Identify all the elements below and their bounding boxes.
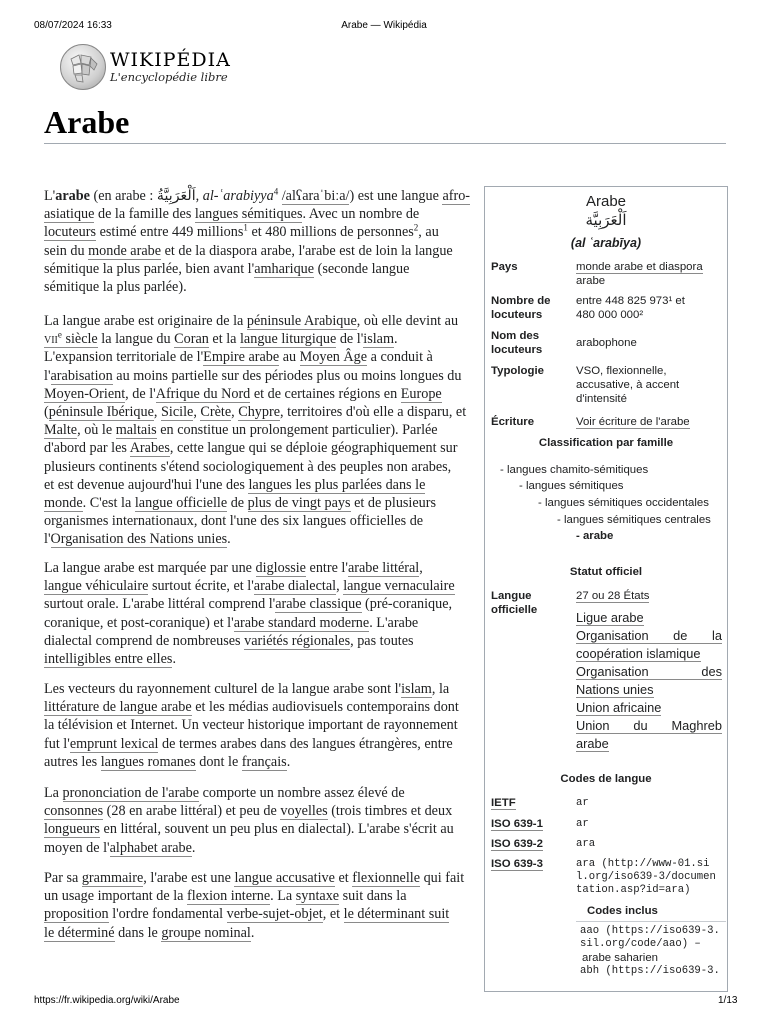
label-line: locuteurs <box>491 309 543 321</box>
infobox-value-typologie <box>576 364 722 406</box>
link-intelligibles[interactable]: intelligibles entre elles <box>44 651 173 668</box>
classification-item[interactable]: - langues sémitiques <box>519 480 624 492</box>
text-line: l'Organisation des Nations unies. <box>44 531 231 548</box>
ipa-link[interactable]: /alʕaraˈbiːa/ <box>281 188 350 204</box>
link-ietf[interactable]: IETF <box>491 797 516 809</box>
paragraph-diglossia <box>44 559 474 668</box>
paragraph-grammar <box>44 869 474 942</box>
codes-inclus-line[interactable]: aao (https://iso639-3. <box>580 925 720 937</box>
text-line: littérature de langue arabe et les médias audiovisuels contemporains dont <box>44 699 459 716</box>
link-le-determinant[interactable]: le déterminant suit <box>343 906 450 923</box>
text-line: sein du monde arabe et de la diaspora arabe, l'arabe est de loin la langue <box>44 242 453 259</box>
link-monde-arabe-ib[interactable]: monde arabe et diaspora <box>576 261 703 273</box>
print-datetime: 08/07/2024 16:33 <box>34 20 112 31</box>
link-longueurs[interactable]: longueurs <box>44 821 100 838</box>
classification-item[interactable]: - langues sémitiques occidentales <box>538 497 709 509</box>
text-line: Moyen-Orient, de l'Afrique du Nord et de certaines régions en Europe <box>44 385 442 402</box>
link-iso-639-2[interactable]: ISO 639-2 <box>491 838 543 850</box>
text-line: La langue arabe est marquée par une diglossie entre l'arabe littéral, <box>44 560 423 576</box>
link-langue-vernaculaire[interactable]: langue vernaculaire <box>343 578 455 595</box>
text-line: sémitique la plus parlée). <box>44 279 187 296</box>
text-line: et est devenue aujourd'hui l'une des langues les plus parlées dans le <box>44 476 426 493</box>
link-sicile[interactable]: Sicile <box>161 404 194 421</box>
link-ligue-arabe[interactable]: Ligue arabe <box>576 610 644 625</box>
link-langue-vehiculaire[interactable]: langue véhiculaire <box>44 578 149 595</box>
value-line: accusative, à accent <box>576 379 680 391</box>
text-line: Les vecteurs du rayonnement culturel de la langue arabe sont l'islam, la <box>44 681 450 697</box>
link-27-ou-28-etats[interactable]: 27 ou 28 États <box>576 590 650 602</box>
infobox-value-ecriture <box>576 415 690 429</box>
text-line: Par sa grammaire, l'arabe est une langue accusative et flexionnelle qui fait <box>44 870 465 886</box>
link-coran[interactable]: Coran <box>174 331 209 348</box>
wikipedia-globe-icon[interactable] <box>60 44 106 90</box>
value-line: d'intensité <box>576 393 627 405</box>
link-uma[interactable]: Union du Maghreb <box>576 718 722 733</box>
link-oci-cont[interactable]: coopération islamique <box>576 646 701 661</box>
link-syntaxe[interactable]: syntaxe <box>295 888 340 905</box>
link-vso[interactable]: verbe-sujet-objet <box>226 906 323 923</box>
text-line: le déterminé dans le groupe nominal. <box>44 924 255 941</box>
link-langues-plus-parlees-cont[interactable]: monde <box>44 495 83 512</box>
text-line: moyen de l'alphabet arabe. <box>44 839 196 856</box>
value-line[interactable]: l.org/iso639-3/documen <box>576 871 716 883</box>
link-afrique-du-nord[interactable]: Afrique du Nord <box>155 385 251 402</box>
link-locuteurs[interactable]: locuteurs <box>44 224 97 241</box>
paragraph-culture <box>44 680 474 771</box>
link-moyen-orient[interactable]: Moyen-Orient <box>44 385 126 402</box>
text-line: L'expansion territoriale de l'Empire arabe au Moyen Âge a conduit à <box>44 349 433 366</box>
link-islam[interactable]: islam <box>363 331 394 348</box>
link-grammaire[interactable]: grammaire <box>81 870 144 886</box>
text-line: intelligibles entre elles. <box>44 651 176 668</box>
text-line: proposition l'ordre fondamental verbe-sujet-objet, et le déterminant suit <box>44 906 450 923</box>
paragraph-intro <box>44 187 474 296</box>
print-page-title: Arabe — Wikipédia <box>341 20 427 31</box>
link-le-determine[interactable]: le déterminé <box>44 924 115 941</box>
link-langue-liturgique[interactable]: langue liturgique <box>239 331 337 348</box>
infobox-label-pays: Pays <box>491 261 518 273</box>
text-line: consonnes (28 en arabe littéral) et peu de voyelles (trois timbres et deux <box>44 803 453 820</box>
wikipedia-tagline: L'encyclopédie libre <box>110 70 228 84</box>
link-iso-639-1[interactable]: ISO 639-1 <box>491 818 543 830</box>
infobox-codes-inclus-heading: Codes inclus <box>587 905 658 917</box>
label-line: officielle <box>491 604 538 616</box>
link-arabe-litteral[interactable]: arabe littéral <box>347 560 420 576</box>
codes-inclus-line[interactable]: arabe saharien <box>582 952 658 964</box>
link-chypre[interactable]: Chypre <box>238 404 281 421</box>
value-line[interactable]: ara (http://www-01.si <box>576 858 710 870</box>
infobox-label-iso1 <box>491 817 543 831</box>
text-line: langue véhiculaire surtout écrite, et l'arabe dialectal, langue vernaculaire <box>44 578 455 595</box>
title-divider <box>44 143 726 144</box>
link-diglossie[interactable]: diglossie <box>255 560 306 576</box>
text-line: vii$^e$ siècle la langue du Coran et la langue liturgique de l'islam. <box>44 329 398 348</box>
value-line: 480 000 000² <box>576 309 644 321</box>
value-line: entre 448 825 973¹ et <box>576 295 685 307</box>
link-francais[interactable]: français <box>241 753 287 770</box>
link-consonnes[interactable]: consonnes <box>44 803 104 820</box>
link-afro-asiatique-cont[interactable]: asiatique <box>44 206 95 223</box>
infobox-value-ietf: ar <box>576 797 589 809</box>
text-line: organismes internationaux, dont l'une des six langues officielles de <box>44 513 424 530</box>
text-line: surtout orale. L'arabe littéral comprend l'arabe classique (pré-coranique, <box>44 596 453 613</box>
infobox-label-iso3 <box>491 857 543 871</box>
link-langue-officielle[interactable]: langue officielle <box>134 495 228 512</box>
infobox-value-langue-officielle <box>576 589 649 603</box>
link-langues-semitiques[interactable]: langues sémitiques <box>194 206 303 223</box>
infobox-value-iso2: ara <box>576 838 596 850</box>
link-arabisation[interactable]: arabisation <box>50 367 113 384</box>
link-malte[interactable]: Malte <box>44 422 78 439</box>
link-litterature[interactable]: littérature de langue arabe <box>44 699 192 716</box>
wikipedia-wordmark[interactable]: WIKIPÉDIA <box>110 49 231 71</box>
link-onu[interactable]: Organisation des Nations unies <box>50 531 228 548</box>
text-line: fut l'emprunt lexical de termes arabes dans des langues étrangères, entre <box>44 735 453 752</box>
text-line: plusieurs continents s'étend sociologiquement à des peuples non arabes, <box>44 458 452 475</box>
label-line: Langue <box>491 590 532 602</box>
link-peninsule-iberique[interactable]: péninsule Ibérique <box>48 404 154 421</box>
infobox-value-pays <box>576 260 722 288</box>
link-crete[interactable]: Crète <box>200 404 232 421</box>
link-islam-2[interactable]: islam <box>401 681 432 697</box>
link-viie-siecle[interactable]: vii$^e$ siècle <box>44 329 98 348</box>
codes-inclus-list <box>576 921 726 988</box>
link-groupe-nominal[interactable]: groupe nominal <box>161 924 251 941</box>
link-arabe-classique[interactable]: arabe classique <box>275 596 362 613</box>
link-europe[interactable]: Europe <box>400 385 442 402</box>
infobox-label-nom <box>491 329 542 357</box>
text-line: l'arabisation au moins partielle sur des périodes plus ou moins longues du <box>44 367 462 384</box>
link-emprunt-lexical[interactable]: emprunt lexical <box>69 735 159 752</box>
label-line: Nombre de <box>491 295 551 307</box>
link-uma-cont[interactable]: arabe <box>576 736 609 751</box>
text-line: La langue arabe est originaire de la péninsule Arabique, où elle devint au <box>44 313 459 329</box>
link-arabes[interactable]: Arabes <box>129 440 170 457</box>
text-line: dialectal comprend de nombreuses variétés régionales, pas toutes <box>44 632 414 649</box>
paragraph-origins <box>44 312 474 549</box>
link-amharique[interactable]: amharique <box>254 260 315 277</box>
link-langues-plus-parlees[interactable]: langues les plus parlées dans le <box>248 476 426 493</box>
classification-item[interactable]: - langues chamito-sémitiques <box>500 464 649 476</box>
text-line: monde. C'est la langue officielle de plus de vingt pays et de plusieurs <box>44 495 437 512</box>
link-varietes-regionales[interactable]: variétés régionales <box>244 632 351 649</box>
link-iso-639-3[interactable]: ISO 639-3 <box>491 858 543 870</box>
value-line: VSO, flexionnelle, <box>576 365 667 377</box>
link-onu-ib[interactable]: Organisation des <box>576 664 722 679</box>
text-line: (péninsule Ibérique, Sicile, Crète, Chypre, territoires d'où elle a disparu, et <box>44 404 467 421</box>
infobox-label-nombre <box>491 294 551 322</box>
infobox-label-typologie: Typologie <box>491 365 544 377</box>
text-line: Malte, où le maltais en constitue un prolongement particulier). Parlée <box>44 422 438 439</box>
infobox-label-ietf <box>491 796 516 810</box>
text-line: sémitique la plus parlée, bien avant l'amharique (seconde langue <box>44 260 410 277</box>
text-line: un usage important de la flexion interne. La syntaxe suit dans la <box>44 888 407 905</box>
text-line: asiatique de la famille des langues sémitiques. Avec un nombre de <box>44 206 420 223</box>
link-afro-asiatique[interactable]: afro- <box>442 188 471 204</box>
infobox-statut-heading: Statut officiel <box>569 566 643 578</box>
infobox-title: Arabe <box>585 193 627 210</box>
paragraph-pronunciation <box>44 784 474 857</box>
text-line: La prononciation de l'arabe comporte un nombre assez élevé de <box>44 785 405 801</box>
link-ecriture-arabe[interactable]: Voir écriture de l'arabe <box>576 416 690 428</box>
infobox-label-iso2 <box>491 837 543 851</box>
link-empire-arabe[interactable]: Empire arabe <box>203 349 280 366</box>
print-footer-page: 1/13 <box>718 995 738 1006</box>
infobox-organisations <box>576 609 722 753</box>
label-line: Nom des <box>491 330 540 342</box>
infobox-value-nombre <box>576 294 722 322</box>
codes-inclus-line[interactable]: sil.org/code/aao) – <box>580 938 701 950</box>
infobox-codes-heading: Codes de langue <box>560 773 652 785</box>
infobox-value-iso1: ar <box>576 818 589 830</box>
infobox-native-name: اَلْعَرَبِيَّة <box>585 212 627 229</box>
infobox-value-line: arabe <box>576 275 606 287</box>
link-alphabet-arabe[interactable]: alphabet arabe <box>109 839 192 856</box>
text-line: coranique, et post-coranique) et l'arabe standard moderne. L'arabe <box>44 614 419 631</box>
classification-item: - arabe <box>576 530 614 542</box>
link-monde-arabe[interactable]: monde arabe <box>88 242 162 259</box>
link-peninsule-arabique[interactable]: péninsule Arabique <box>246 313 357 329</box>
link-oci[interactable]: Organisation de la <box>576 628 722 643</box>
arabic-native-text: اَلْعَرَبِيَّةُ <box>156 188 196 204</box>
link-langue-accusative[interactable]: langue accusative <box>234 870 335 886</box>
infobox-transliteration: (al ʿarabīya) <box>570 236 642 250</box>
text-line: d'abord par les Arabes, cette langue qui se déploie géographiquement sur <box>44 440 458 457</box>
link-flexion-interne[interactable]: flexion interne <box>187 888 271 905</box>
infobox-value-nom: arabophone <box>576 337 637 349</box>
label-line: locuteurs <box>491 344 543 356</box>
link-plus-de-vingt-pays[interactable]: plus de vingt pays <box>247 495 351 512</box>
link-union-africaine[interactable]: Union africaine <box>576 700 662 715</box>
link-maltais[interactable]: maltais <box>115 422 157 439</box>
link-proposition[interactable]: proposition <box>44 906 109 923</box>
link-flexionnelle[interactable]: flexionnelle <box>352 870 421 886</box>
text-line: longueurs en littéral, souvent un peu plus en dialectal). L'arabe s'écrit au <box>44 821 454 838</box>
classification-item[interactable]: - langues sémitiques centrales <box>557 514 711 526</box>
link-moyen-age[interactable]: Moyen Âge <box>299 349 368 366</box>
text-line: la télévision et Internet. Un vecteur historique important de rayonnement <box>44 717 458 734</box>
link-onu-ib-cont[interactable]: Nations unies <box>576 682 654 697</box>
text-line: L'arabe (en arabe : اَلْعَرَبِيَّةُ, al-ʿarabiyya$^4$ /alʕaraˈbiːa/) est une langue afro- <box>44 186 471 204</box>
text-line: autres les langues romanes dont le français. <box>44 753 291 770</box>
link-arabe-dialectal[interactable]: arabe dialectal <box>253 578 337 595</box>
link-prononciation[interactable]: prononciation de l'arabe <box>62 785 200 801</box>
link-arabe-standard-moderne[interactable]: arabe standard moderne <box>233 614 370 631</box>
link-langues-romanes[interactable]: langues romanes <box>100 753 196 770</box>
text-line: locuteurs estimé entre 449 millions$^1$ et 480 millions de personnes$^2$, au <box>44 222 439 241</box>
infobox-value-iso3 <box>576 858 724 897</box>
infobox-label-ecriture: Écriture <box>491 416 535 428</box>
link-voyelles[interactable]: voyelles <box>280 803 328 820</box>
infobox-classification-heading: Classification par famille <box>538 437 674 449</box>
value-line[interactable]: tation.asp?id=ara) <box>576 884 691 896</box>
page-title: Arabe <box>44 104 130 140</box>
puzzle-globe-icon <box>61 45 105 89</box>
print-footer-url: https://fr.wikipedia.org/wiki/Arabe <box>34 995 180 1006</box>
infobox-label-langue-officielle <box>491 589 537 617</box>
codes-inclus-line[interactable]: abh (https://iso639-3. <box>580 965 720 977</box>
